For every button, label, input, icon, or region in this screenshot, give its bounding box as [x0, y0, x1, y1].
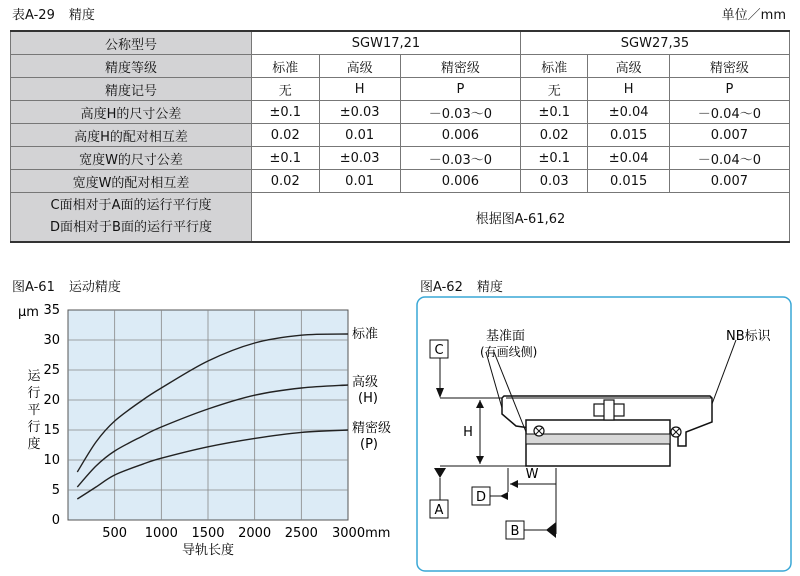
table-cell: 0.007 [669, 124, 789, 147]
datum-b-label: B [510, 524, 520, 539]
fig61-caption [12, 276, 135, 295]
row-label [11, 193, 252, 243]
ref-surface-sub: (有画线侧) [480, 345, 538, 359]
table-cell: ±0.03 [319, 101, 400, 124]
table-cell: P [669, 78, 789, 101]
y-tick-label: 25 [43, 363, 60, 378]
y-tick-label: 5 [51, 483, 60, 498]
table-cell: ±0.1 [252, 147, 320, 170]
table-cell: 0.006 [400, 124, 520, 147]
x-axis-label: 导轨长度 [181, 543, 235, 558]
y-tick-label: 10 [43, 453, 60, 468]
table-cell: 高级 [588, 55, 669, 78]
model-header: SGW27,35 [520, 31, 789, 55]
table-cell: 标准 [252, 55, 320, 78]
fig62-id: 图A-62 [420, 280, 463, 295]
h-label: H [463, 425, 473, 440]
table-row [11, 124, 790, 147]
table-cell: 0.015 [588, 124, 669, 147]
table-row [11, 78, 790, 101]
model-header: SGW17,21 [252, 31, 521, 55]
y-unit: μm [18, 305, 39, 320]
nb-mark-label: NB标识 [726, 329, 771, 344]
table-cell: 精密级 [400, 55, 520, 78]
table-row [11, 31, 790, 55]
fig61-id: 图A-61 [12, 280, 55, 295]
x-tick-label: 2000 [238, 526, 272, 541]
table-heading [12, 4, 109, 23]
fig62-caption [420, 276, 517, 295]
table-cell: H [319, 78, 400, 101]
table-id: 表A-29 [12, 8, 55, 23]
accuracy-diagram [416, 296, 792, 572]
datum-d-label: D [475, 490, 487, 505]
table-cell: 0.02 [252, 170, 320, 193]
table-cell: 0.006 [400, 170, 520, 193]
unit-label: 单位／mm [721, 8, 786, 23]
row-label: 高度H的配对相互差 [11, 124, 252, 147]
x-tick-label: 1000 [144, 526, 178, 541]
series-label-standard: 标准 [352, 327, 379, 342]
x-tick-label: 3000mm [332, 526, 391, 541]
y-label-char: 运 [27, 369, 41, 384]
table-cell: －0.03～0 [400, 147, 520, 170]
table-cell: 无 [252, 78, 320, 101]
series-label-precision: 精密级 [352, 421, 392, 436]
y-tick-label: 15 [43, 423, 60, 438]
table-cell: 0.02 [520, 124, 588, 147]
table-cell: 0.015 [588, 170, 669, 193]
table-cell: 0.01 [319, 124, 400, 147]
table-cell: 0.01 [319, 170, 400, 193]
table-cell: －0.04～0 [669, 101, 789, 124]
table-cell: ±0.1 [520, 101, 588, 124]
table-cell: 标准 [520, 55, 588, 78]
y-axis-label [27, 369, 41, 452]
table-row [11, 101, 790, 124]
row-label: 宽度W的配对相互差 [11, 170, 252, 193]
fig61-title: 运动精度 [68, 280, 121, 295]
series-sub-precision: (P) [360, 437, 378, 452]
table-cell: ±0.04 [588, 101, 669, 124]
row-label: 精度等级 [11, 55, 252, 78]
x-axis-ticks [102, 526, 390, 541]
precision-table [10, 30, 790, 243]
row-label: 公称型号 [11, 31, 252, 55]
table-cell: 根据图A-61,62 [252, 193, 790, 243]
table-cell: 无 [520, 78, 588, 101]
table-cell: ±0.1 [520, 147, 588, 170]
table-cell: ±0.1 [252, 101, 320, 124]
table-cell: ±0.03 [319, 147, 400, 170]
y-tick-label: 30 [43, 333, 60, 348]
parallel-label-d: D面相对于B面的运行平行度 [50, 220, 212, 235]
table-cell: 精密级 [669, 55, 789, 78]
series-sub-high: (H) [358, 391, 378, 406]
y-tick-label: 20 [43, 393, 60, 408]
table-cell: P [400, 78, 520, 101]
parallel-label-c: C面相对于A面的运行平行度 [50, 198, 212, 213]
table-cell: －0.03～0 [400, 101, 520, 124]
w-label: W [525, 467, 539, 482]
running-accuracy-chart [0, 296, 412, 568]
fig62-title: 精度 [476, 280, 503, 295]
y-axis-ticks [43, 303, 60, 528]
y-label-char: 平 [27, 403, 41, 418]
row-label: 精度记号 [11, 78, 252, 101]
x-tick-label: 1500 [191, 526, 225, 541]
y-tick-label: 35 [43, 303, 60, 318]
datum-a-label: A [434, 503, 444, 518]
series-label-high: 高级 [352, 375, 379, 390]
table-cell: 0.007 [669, 170, 789, 193]
table-row [11, 193, 790, 243]
y-label-char: 行 [27, 386, 41, 401]
y-label-char: 度 [27, 437, 41, 452]
table-cell: H [588, 78, 669, 101]
table-cell: 0.03 [520, 170, 588, 193]
x-tick-label: 2500 [284, 526, 318, 541]
table-cell: 高级 [319, 55, 400, 78]
table-cell: ±0.04 [588, 147, 669, 170]
row-label: 高度H的尺寸公差 [11, 101, 252, 124]
table-row [11, 170, 790, 193]
y-label-char: 行 [27, 420, 41, 435]
row-label: 宽度W的尺寸公差 [11, 147, 252, 170]
datum-c-label: C [434, 343, 444, 358]
table-cell: －0.04～0 [669, 147, 789, 170]
table-cell: 0.02 [252, 124, 320, 147]
table-row [11, 147, 790, 170]
y-tick-label: 0 [51, 513, 60, 528]
table-title: 精度 [68, 8, 95, 23]
x-tick-label: 500 [102, 526, 128, 541]
ref-surface-label: 基准面 [486, 329, 526, 344]
table-row [11, 55, 790, 78]
